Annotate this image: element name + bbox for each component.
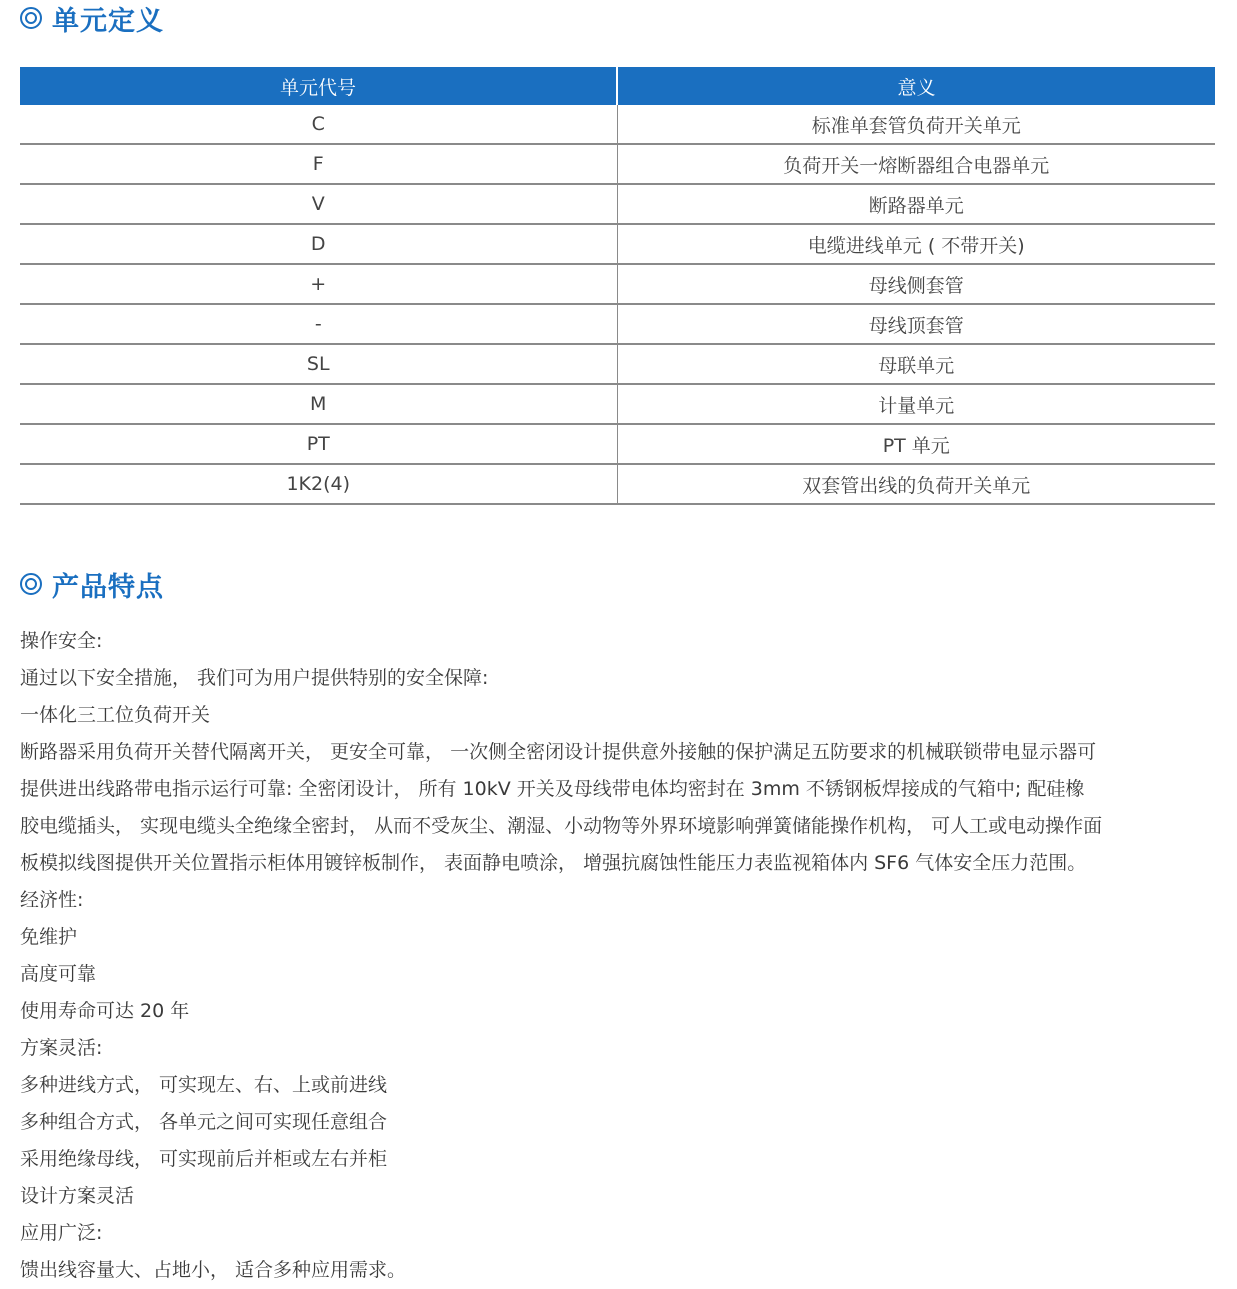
feature-paragraph-line: 断路器采用负荷开关替代隔离开关， 更安全可靠， 一次侧全密闭设计提供意外接触的保护满足五防要求的机械联锁带电显示器可 [20,741,1097,763]
feature-line: 免维护 [20,926,78,948]
product-features-heading [20,566,164,602]
unit-meaning-cell: 标准单套管负荷开关单元 [617,105,1215,144]
product-features-title: 产品特点 [52,571,164,603]
feature-subheading-flexibility: 方案灵活: [20,1037,103,1059]
product-features-body [20,623,1220,1289]
feature-line: 设计方案灵活 [20,1185,135,1207]
double-circle-icon [20,573,42,595]
unit-code-cell: C [20,105,617,144]
table-row [20,304,1215,344]
table-row [20,264,1215,304]
unit-meaning-cell: 计量单元 [617,384,1215,424]
unit-code-cell: V [20,184,617,224]
unit-meaning-cell: 母联单元 [617,344,1215,384]
feature-line: 一体化三工位负荷开关 [20,704,211,726]
unit-code-cell: + [20,264,617,304]
feature-subheading-economy: 经济性: [20,889,84,911]
feature-subheading-application: 应用广泛: [20,1222,103,1244]
unit-definition-title: 单元定义 [52,5,164,37]
unit-code-cell: F [20,144,617,184]
feature-line: 高度可靠 [20,963,97,985]
column-header-meaning: 意义 [617,67,1215,105]
unit-definition-table [20,67,1215,505]
feature-line: 通过以下安全措施， 我们可为用户提供特别的安全保障: [20,667,489,689]
feature-paragraph-line: 胶电缆插头， 实现电缆头全绝缘全密封， 从而不受灰尘、潮湿、小动物等外界环境影响弹簧储能操作机构， 可人工或电动操作面 [20,815,1103,837]
unit-meaning-cell: PT 单元 [617,424,1215,464]
table-header-row [20,67,1215,105]
table-row [20,424,1215,464]
double-circle-icon [20,7,42,29]
unit-code-cell: - [20,304,617,344]
feature-line: 多种组合方式， 各单元之间可实现任意组合 [20,1111,388,1133]
unit-code-cell: PT [20,424,617,464]
unit-code-cell: 1K2(4) [20,464,617,504]
unit-meaning-cell: 负荷开关一熔断器组合电器单元 [617,144,1215,184]
table-row [20,144,1215,184]
unit-definition-heading [20,0,164,36]
feature-line: 采用绝缘母线， 可实现前后并柜或左右并柜 [20,1148,388,1170]
unit-meaning-cell: 双套管出线的负荷开关单元 [617,464,1215,504]
table-row [20,464,1215,504]
feature-paragraph-line: 提供进出线路带电指示运行可靠: 全密闭设计， 所有 10kV 开关及母线带电体均密封在 3mm 不锈钢板焊接成的气箱中; 配硅橡 [20,778,1085,800]
unit-code-cell: M [20,384,617,424]
unit-meaning-cell: 断路器单元 [617,184,1215,224]
feature-line: 馈出线容量大、占地小， 适合多种应用需求。 [20,1259,407,1281]
table-row [20,184,1215,224]
table-row [20,105,1215,144]
feature-paragraph-line: 板模拟线图提供开关位置指示柜体用镀锌板制作， 表面静电喷涂， 增强抗腐蚀性能压力表监视箱体内 SF6 气体安全压力范围。 [20,852,1087,874]
unit-meaning-cell: 电缆进线单元 ( 不带开关) [617,224,1215,264]
unit-meaning-cell: 母线顶套管 [617,304,1215,344]
unit-code-cell: SL [20,344,617,384]
feature-line: 多种进线方式， 可实现左、右、上或前进线 [20,1074,388,1096]
feature-subheading-safety: 操作安全: [20,630,103,652]
feature-line: 使用寿命可达 20 年 [20,1000,190,1022]
unit-meaning-cell: 母线侧套管 [617,264,1215,304]
column-header-code: 单元代号 [20,67,617,105]
table-row [20,224,1215,264]
unit-code-cell: D [20,224,617,264]
table-row [20,344,1215,384]
table-row [20,384,1215,424]
